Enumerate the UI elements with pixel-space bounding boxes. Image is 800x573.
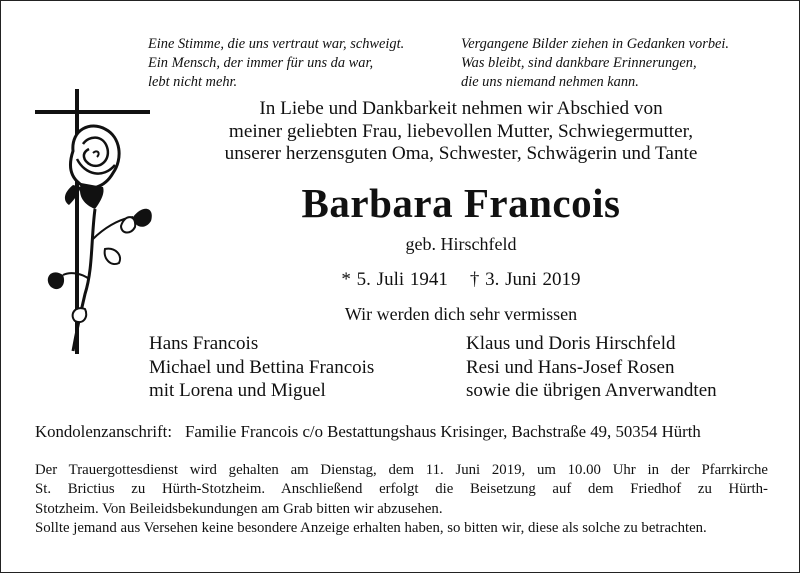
intro-text (151, 98, 771, 166)
intro-line: unserer herzensguten Oma, Schwester, Schwägerin und Tante (224, 143, 698, 164)
deceased-name: Barbara Francois (301, 180, 621, 226)
family-left (149, 332, 374, 403)
family-member: mit Lorena und Miguel (149, 380, 326, 401)
family-member: Michael und Bettina Francois (149, 356, 375, 378)
birth-name: geb. Hirschfeld (405, 234, 517, 254)
poem-line: Was bleibt, sind dankbare Erinnerungen, (461, 55, 697, 71)
notice-line: Sollte jemand aus Versehen keine besondere Anzeige erhalten haben, so bitten wir, diese als solche zu betrachten. (35, 520, 707, 537)
notice-line: St. Brictius zu Hürth-Stotzheim. Anschließend erfolgt die Beisetzung auf dem Friedhof zu Hürth- (35, 481, 768, 498)
death-date: † 3. Juni 2019 (469, 269, 581, 290)
family-right (466, 332, 717, 403)
poem-left (148, 35, 404, 92)
poem-line: die uns niemand nehmen kann. (461, 74, 639, 90)
missing-text: Wir werden dich sehr vermissen (344, 304, 578, 324)
poem-line: Eine Stimme, die uns vertraut war, schweigt. (148, 36, 405, 52)
service-notice (35, 461, 768, 539)
family-member: Klaus und Doris Hirschfeld (466, 333, 676, 354)
intro-line: meiner geliebten Frau, liebevollen Mutter, Schwiegermutter, (228, 120, 694, 142)
family-member: sowie die übrigen Anverwandten (466, 380, 717, 401)
poem-right (461, 35, 729, 92)
cross-with-rose-icon (33, 89, 158, 354)
family-member: Hans Francois (149, 333, 259, 354)
condolence-address-text: Familie Francois c/o Bestattungshaus Krisinger, Bachstraße 49, 50354 Hürth (185, 422, 701, 441)
life-dates (151, 269, 771, 291)
condolence-label: Kondolenzanschrift: (35, 422, 173, 441)
poem-line: lebt nicht mehr. (148, 74, 238, 90)
intro-line: In Liebe und Dankbarkeit nehmen wir Abschied von (259, 98, 663, 119)
poem-line: Ein Mensch, der immer für uns da war, (148, 55, 374, 71)
family-member: Resi und Hans-Josef Rosen (466, 356, 675, 378)
poem-line: Vergangene Bilder ziehen in Gedanken vorbei. (461, 36, 730, 52)
notice-line: Stotzheim. Von Beileidsbekundungen am Grab bitten wir abzusehen. (35, 500, 443, 517)
birth-date: * 5. Juli 1941 (341, 269, 448, 290)
condolence-address (35, 422, 701, 442)
notice-line: Der Trauergottesdienst wird gehalten am Dienstag, dem 11. Juni 2019, um 10.00 Uhr in der Pfarrkirche (35, 462, 768, 478)
